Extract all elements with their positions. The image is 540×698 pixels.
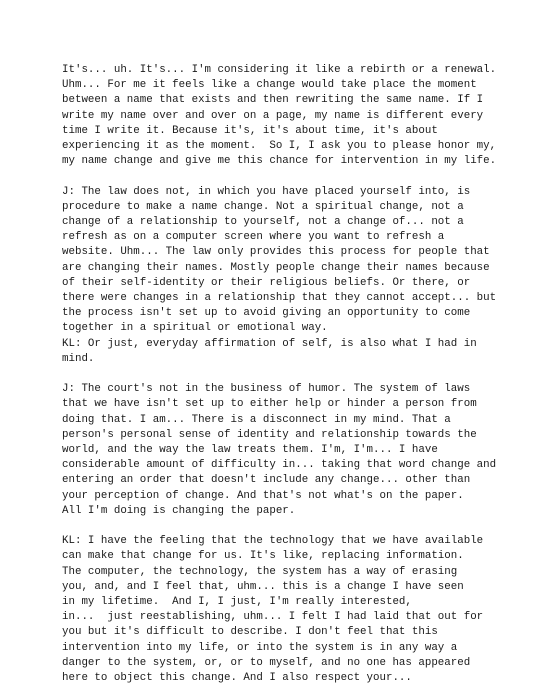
text-line: there were changes in a relationship that they cannot accept... but [62,292,497,305]
text-line: J: The court's not in the business of humor. The system of laws [62,383,471,396]
text-line: my name change and give me this chance for intervention in my life. [62,155,497,168]
text-line: you but it's difficult to describe. I don't feel that this [62,626,438,639]
text-line: Uhm... For me it feels like a change would take place the moment [62,79,477,92]
text-line: KL: I have the feeling that the technology that we have available [62,535,484,548]
text-line: here to object this change. And I also respect your... [62,672,412,685]
text-line: refresh as on a computer screen where you want to refresh a [62,231,445,244]
paragraph [62,337,482,367]
text-line: website. Uhm... The law only provides this process for people that [62,246,490,259]
text-line: KL: Or just, everyday affirmation of self, is also what I had in [62,337,477,350]
text-line: danger to the system, or, or to myself, and no one has appeared [62,656,471,669]
text-line: write my name over and over on a page, my name is different every [62,109,484,122]
text-line: All I'm doing is changing the paper. [62,504,296,517]
text-line: mind. [62,352,95,365]
text-line: J: The law does not, in which you have placed yourself into, is [62,185,471,198]
text-line: together in a spiritual or emotional way. [62,322,328,335]
text-line: that we have isn't set up to either help or hinder a person from [62,398,477,411]
text-line: you, and, and I feel that, uhm... this is a change I have seen [62,580,464,593]
text-line: can make that change for us. It's like, replacing information. [62,550,464,563]
text-line: of their self-identity or their religious beliefs. Or there, or [62,276,471,289]
text-line: world, and the way the law treats them. I'm, I'm... I have [62,444,438,457]
paragraph [62,185,497,337]
text-line: are changing their names. Mostly people change their names because [62,261,490,274]
transcript-text [62,63,497,686]
text-line: doing that. I am... There is a disconnect in my mind. That a [62,413,451,426]
text-line: change of a relationship to yourself, not a change of... not a [62,216,464,229]
paragraph [62,382,497,519]
text-line: The computer, the technology, the system has a way of erasing [62,565,458,578]
paragraph [62,534,482,686]
text-line: in my lifetime. And I, I just, I'm really interested, [62,596,412,609]
text-line: experiencing it as the moment. So I, I ask you to please honor my, [62,140,497,153]
text-line: in... just reestablishing, uhm... I felt I had laid that out for [62,611,484,624]
text-line: procedure to make a name change. Not a spiritual change, not a [62,200,464,213]
text-line: intervention into my life, or into the system is in any way a [62,641,458,654]
text-line: entering an order that doesn't include any change... other than [62,474,471,487]
text-line: time I write it. Because it's, it's about time, it's about [62,124,438,137]
text-line: considerable amount of difficulty in... taking that word change and [62,459,497,472]
text-line: It's... uh. It's... I'm considering it like a rebirth or a renewal. [62,64,497,76]
paragraph [62,63,497,169]
text-line: between a name that exists and then rewriting the same name. If I [62,94,484,107]
text-line: the process isn't set up to avoid giving an opportunity to come [62,307,471,320]
text-line: person's personal sense of identity and relationship towards the [62,428,477,441]
text-line: your perception of change. And that's not what's on the paper. [62,489,464,502]
